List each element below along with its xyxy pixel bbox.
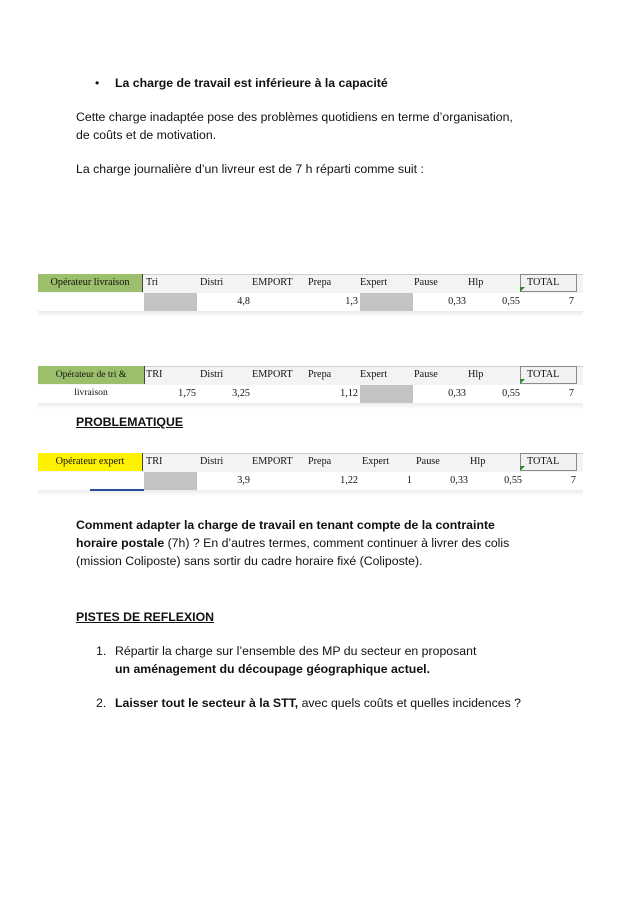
- table-operateur-expert: [38, 453, 583, 493]
- question-line-2-bold: horaire postale: [76, 536, 165, 550]
- empty-cell-expert: [360, 293, 413, 311]
- question-line-2: [76, 535, 509, 552]
- list-item-1-line-2: un aménagement du découpage géographique actuel.: [115, 662, 430, 676]
- header-emport: EMPORT: [252, 369, 293, 380]
- bullet-icon: •: [95, 76, 100, 90]
- table-operateur-livraison: [38, 274, 583, 314]
- value-hlp: 0,33: [450, 475, 468, 486]
- value-expert: 1,22: [340, 475, 358, 486]
- header-total: TOTAL: [520, 453, 577, 471]
- header-emport: EMPORT: [252, 456, 293, 467]
- column-separator: [142, 453, 143, 471]
- value-expert: 1,12: [340, 388, 358, 399]
- list-item-2: [115, 695, 521, 712]
- header-hlp: Hlp: [468, 277, 484, 288]
- empty-cell-tri: [144, 472, 197, 490]
- list-item-1-line-1: Répartir la charge sur l’ensemble des MP du secteur en proposant: [115, 644, 477, 658]
- value-extra: 7: [568, 296, 574, 307]
- header-distri: Distri: [200, 277, 224, 288]
- column-separator: [144, 366, 145, 384]
- intro-paragraph-line-1: Cette charge inadaptée pose des problèmes quotidiens en terme d’organisation,: [76, 110, 513, 124]
- header-expert: Expert: [360, 369, 388, 380]
- value-total: 0,55: [502, 296, 520, 307]
- header-pause: Pause: [414, 369, 438, 380]
- cell-marker-icon: [520, 287, 525, 292]
- value-hlp: 0,33: [448, 296, 466, 307]
- header-hlp: Hlp: [470, 456, 486, 467]
- header-distri: Distri: [200, 456, 224, 467]
- question-line-2-rest: (7h) ? En d’autres termes, comment continuer à livrer des colis: [164, 536, 510, 550]
- cell-marker-icon: [520, 379, 525, 384]
- question-line-3: (mission Coliposte) sans sortir du cadre horaire fixé (Coliposte).: [76, 554, 423, 568]
- list-number-1: 1.: [96, 644, 107, 658]
- header-total: TOTAL: [520, 274, 577, 292]
- value-extra: 7: [568, 388, 574, 399]
- empty-cell-tri: [144, 293, 197, 311]
- question-line-1: Comment adapter la charge de travail en tenant compte de la contrainte: [76, 518, 495, 532]
- header-prepa: Prepa: [308, 369, 332, 380]
- value-pause: 1: [406, 475, 412, 486]
- header-expert: Expert: [362, 456, 390, 467]
- value-expert: 1,3: [345, 296, 358, 307]
- value-total: 0,55: [504, 475, 522, 486]
- table-operateur-tri-livraison: [38, 366, 583, 406]
- column-separator: [142, 274, 143, 292]
- list-number-2: 2.: [96, 696, 107, 710]
- header-expert: Expert: [360, 277, 388, 288]
- header-prepa: Prepa: [308, 277, 332, 288]
- selection-underline: [90, 489, 144, 491]
- problematique-heading: PROBLEMATIQUE: [76, 415, 184, 429]
- operator-label: Opérateur de tri & livraison: [38, 366, 144, 384]
- value-emport: 3,9: [237, 475, 250, 486]
- list-item-2-bold: Laisser tout le secteur à la STT,: [115, 696, 299, 710]
- header-tri: TRI: [146, 456, 163, 467]
- pistes-heading: PISTES DE REFLEXION: [76, 610, 215, 624]
- value-hlp: 0,33: [448, 388, 466, 399]
- value-total: 0,55: [502, 388, 520, 399]
- value-emport: 3,25: [232, 388, 250, 399]
- intro-paragraph-2: La charge journalière d’un livreur est de 7 h réparti comme suit :: [76, 162, 424, 176]
- cell-marker-icon: [520, 466, 525, 471]
- header-hlp: Hlp: [468, 369, 484, 380]
- header-pause: Pause: [414, 277, 438, 288]
- bullet-heading: La charge de travail est inférieure à la capacité: [115, 76, 388, 90]
- header-emport: EMPORT: [252, 277, 293, 288]
- header-total: TOTAL: [520, 366, 577, 384]
- value-emport: 4,8: [237, 296, 250, 307]
- header-distri: Distri: [200, 369, 224, 380]
- value-extra: 7: [570, 475, 576, 486]
- header-tri: TRI: [146, 369, 163, 380]
- intro-paragraph-line-2: de coûts et de motivation.: [76, 128, 217, 142]
- list-item-2-rest: avec quels coûts et quelles incidences ?: [298, 696, 522, 710]
- header-tri: Tri: [146, 277, 159, 288]
- header-pause: Pause: [416, 456, 440, 467]
- empty-cell-expert: [360, 385, 413, 403]
- value-distri: 1,75: [178, 388, 196, 399]
- operator-label: Opérateur expert: [38, 453, 142, 471]
- header-prepa: Prepa: [308, 456, 332, 467]
- operator-label: Opérateur livraison: [38, 274, 142, 292]
